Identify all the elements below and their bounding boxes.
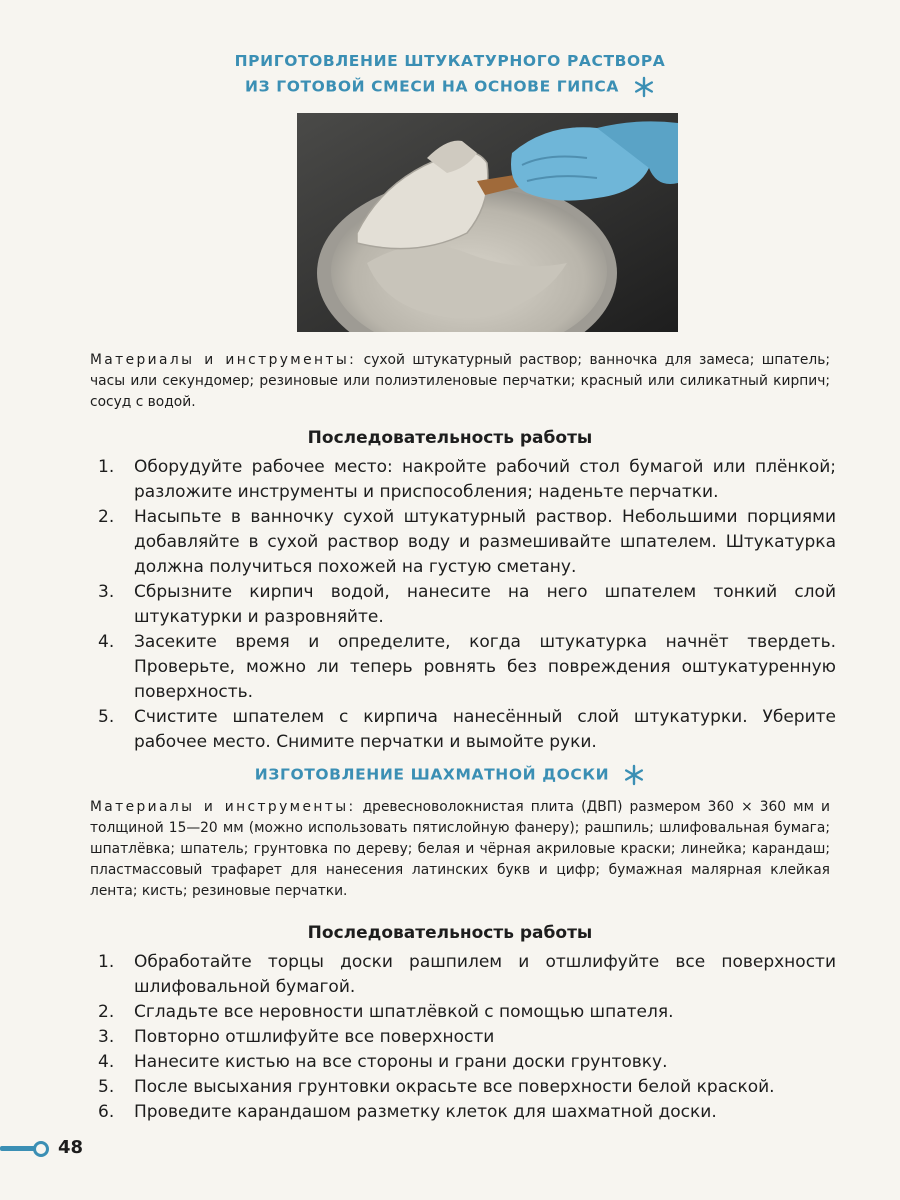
list-item (98, 580, 836, 630)
list-item (98, 950, 836, 1000)
step-number: 3. (98, 1027, 115, 1047)
step-text: Нанесите кистью на все стороны и грани доски грунтовку. (134, 1052, 668, 1072)
page-number: 48 (58, 1137, 84, 1158)
step-number: 6. (98, 1102, 115, 1122)
step-number: 1. (98, 952, 115, 972)
materials-text: сухой штукатурный раствор; ванночка для замеса; шпатель; часы или секундомер; резиновые или полиэтиленовые перчатки; красный или силикатный кирпич; сосуд с водой. (90, 352, 831, 410)
section2-title-row (0, 764, 900, 786)
step-text: После высыхания грунтовки окрасьте все поверхности белой краской. (134, 1077, 775, 1097)
step-number: 3. (98, 582, 115, 602)
section2-sequence-title: Последовательность работы (307, 923, 593, 943)
section1-sequence-title: Последовательность работы (307, 428, 593, 448)
list-item (98, 1000, 836, 1025)
step-text: Обработайте торцы доски рашпилем и отшлифуйте все поверхности шлифовальной бумагой. (134, 952, 836, 997)
step-number: 5. (98, 707, 115, 727)
snowflake-icon (633, 76, 655, 98)
section2-steps-list (98, 950, 836, 1125)
section1-title-line2: ИЗ ГОТОВОЙ СМЕСИ НА ОСНОВЕ ГИПСА (245, 77, 619, 96)
page-marker-dot (33, 1141, 49, 1157)
step-text: Оборудуйте рабочее место: накройте рабочий стол бумагой или плёнкой; разложите инструменты и приспособления; наденьте перчатки. (134, 457, 836, 502)
step-number: 2. (98, 1002, 115, 1022)
section1-materials (90, 350, 830, 413)
step-text: Сбрызните кирпич водой, нанесите на него шпателем тонкий слой штукатурки и разровняйте. (134, 582, 836, 627)
list-item (98, 1025, 836, 1050)
snowflake-icon (623, 764, 645, 786)
list-item (98, 705, 836, 755)
list-item (98, 630, 836, 705)
step-text: Повторно отшлифуйте все поверхности (134, 1027, 495, 1047)
step-number: 2. (98, 507, 115, 527)
step-text: Проведите карандашом разметку клеток для шахматной доски. (134, 1102, 717, 1122)
step-text: Насыпьте в ванночку сухой штукатурный раствор. Небольшими порциями добавляйте в сухой раствор воду и размешивайте шпателем. Штукатурка должна получиться похожей на густую сметану. (134, 507, 836, 577)
page-number-block (0, 1133, 120, 1163)
step-number: 5. (98, 1077, 115, 1097)
list-item (98, 1075, 836, 1100)
step-number: 1. (98, 457, 115, 477)
section2-title: ИЗГОТОВЛЕНИЕ ШАХМАТНОЙ ДОСКИ (254, 765, 610, 784)
section1-steps-list (98, 455, 836, 755)
step-number: 4. (98, 1052, 115, 1072)
materials-text: древесноволокнистая плита (ДВП) размером 360 × 360 мм и толщиной 15—20 мм (можно использовать пятислойную фанеру); рашпиль; шлифовальная бумага; шпатлёвка; шпатель; грунтовка по дереву; белая и чёрная акриловые краски; линейка; карандаш; пластмассовый трафарет для нанесения латинских букв и цифр; бумажная малярная клейкая лента; кисть; резиновые перчатки. (90, 799, 831, 899)
list-item (98, 1100, 836, 1125)
step-text: Засеките время и определите, когда штукатурка начнёт твердеть. Проверьте, можно ли теперь ровнять без повреждения оштукатуренную поверхность. (134, 632, 836, 702)
section1-title-line1: ПРИГОТОВЛЕНИЕ ШТУКАТУРНОГО РАСТВОРА (234, 52, 666, 70)
section1-title-line2-row (0, 76, 900, 98)
list-item (98, 505, 836, 580)
step-number: 4. (98, 632, 115, 652)
step-text: Счистите шпателем с кирпича нанесённый слой штукатурки. Уберите рабочее место. Снимите перчатки и вымойте руки. (134, 707, 836, 752)
plaster-photo-illustration (297, 113, 678, 332)
materials-label: Материалы и инструменты: (90, 352, 357, 368)
section2-materials (90, 797, 830, 902)
materials-label: Материалы и инструменты: (90, 799, 356, 815)
step-text: Сгладьте все неровности шпатлёвкой с помощью шпателя. (134, 1002, 674, 1022)
list-item (98, 1050, 836, 1075)
plaster-mixing-photo (297, 113, 678, 332)
list-item (98, 455, 836, 505)
page-marker-bar (0, 1146, 36, 1151)
